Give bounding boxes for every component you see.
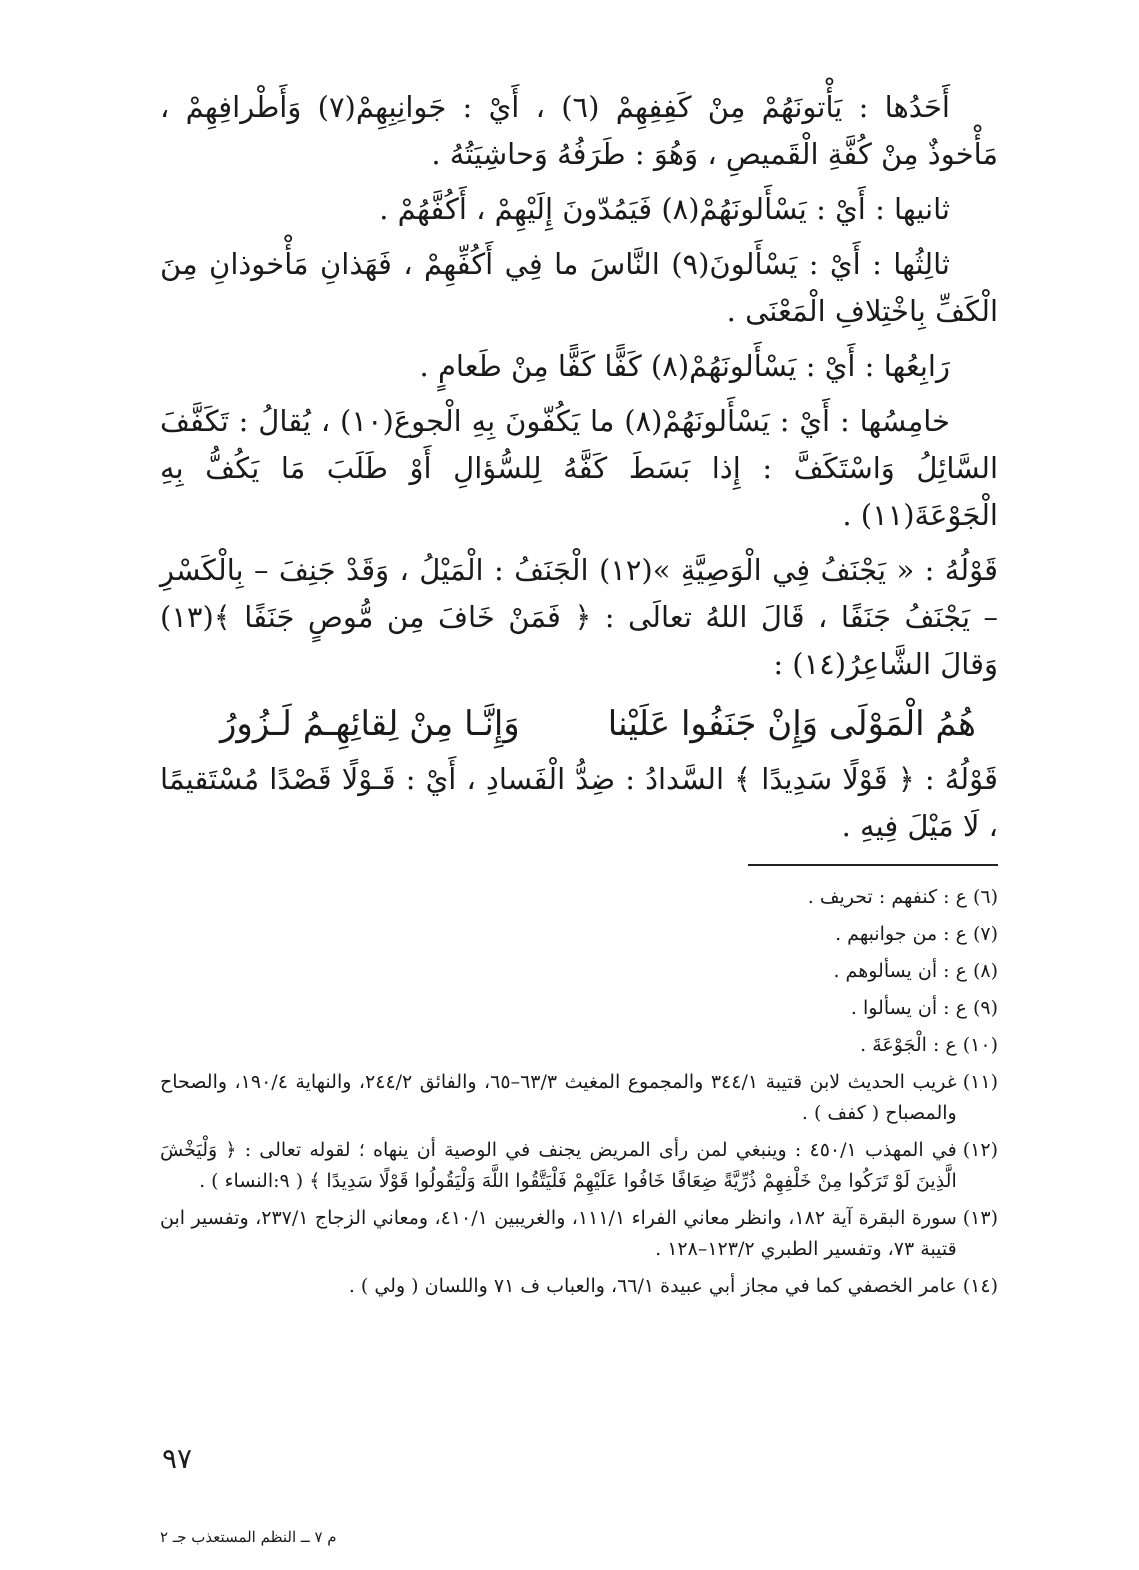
footnote-number: (٩) [972,997,998,1019]
poetry-verse [160,698,998,750]
footnote-6 [160,882,998,913]
footnote-divider [748,864,998,866]
footnote-text: سورة البقرة آية ١٨٢، وانظر معاني الفراء ١١١/١، والغريبين ٤١٠/١، ومعاني الزجاج ٢٣٧/١، وتفسير ابن قتيبة ٧٣، وتفسير الطبري ١٢٣/٢–١٢٨ . [160,1207,957,1260]
paragraph-fifth: خامِسُها : أَيْ : يَسْأَلونَهُمْ(٨) ما يَكُفّونَ بِهِ الْجوعَ(١٠) ، يُقالُ : تَكَفَّفَ السَّائِلُ وَاسْتَكَفَّ : إِذا بَسَطَ كَفَّهُ لِلسُّؤالِ أَوْ طَلَبَ مَا يَكُفُّ بِهِ الْجَوْعَةَ(١١) . [160,404,998,532]
paragraph-fourth: رَابِعُها : أَيْ : يَسْأَلونَهُمْ(٨) كَفًّا كَفًّا مِنْ طَعامٍ . [419,349,950,383]
running-footer: م ٧ ــ النظم المستعذب جـ ٢ [160,1528,337,1546]
verse-second-hemistich: وَإِنَّـا مِنْ لِقائِهِـمُ لَـزُورُ [220,704,520,744]
page-body [160,84,998,1308]
footnote-number: (١٤) [962,1275,998,1297]
footnote-text: غريب الحديث لابن قتيبة ٣٤٤/١ والمجموع المغيث ٦٣/٣–٦٥، والفائق ٢٤٤/٢، والنهاية ١٩٠/٤، والصحاح والمصباح ( كفف ) . [160,1071,957,1124]
footnote-7 [160,919,998,950]
page-number: ٩٧ [162,1442,193,1475]
paragraph-second: ثانيها : أَيْ : يَسْأَلونَهُمْ(٨) فَيَمُدّونَ إِلَيْهِمْ ، أَكُفَّهُمْ . [379,192,950,226]
paragraph-janaf: قَوْلُهُ : « يَجْنَفُ فِي الْوَصِيَّةِ »(١٢) الْجَنَفُ : الْمَيْلُ ، وَقَدْ جَنِفَ – بِالْكَسْرِ – يَجْنَفُ جَنَفًا ، قَالَ اللهُ تعالَى : ﴿ فَمَنْ خَافَ مِن مُّوصٍ جَنَفًا ﴾(١٣) وَقالَ الشَّاعِرُ(١٤) : [160,553,998,681]
footnote-number: (٨) [972,960,998,982]
footnote-number: (١٠) [962,1034,998,1056]
paragraph-closing: قَوْلُهُ : ﴿ قَوْلًا سَدِيدًا ﴾ السَّدادُ : ضِدُّ الْفَسادِ ، أَيْ : قَـوْلًا قَصْدًا مُسْتَقيمًا ، لَا مَيْلَ فِيهِ . [160,762,998,843]
paragraph-first: أَحَدُها : يَأْتونَهُمْ مِنْ كَفِفِهِمْ (٦) ، أَيْ : جَوانِبِهِمْ(٧) وَأَطْرافِهِمْ ، مَأْخوذٌ مِنْ كُفَّةِ الْقَميصِ ، وَهُوَ : طَرَفُهُ وَحاشِيَتُهُ . [160,90,998,171]
paragraph-third: ثالِثُها : أَيْ : يَسْأَلونَ(٩) النَّاسَ ما فِي أَكُفِّهِمْ ، فَهَذانِ مَأْخوذانِ مِنَ الْكَفِّ بِاخْتِلافِ الْمَعْنَى . [160,247,998,328]
footnote-text: ع : كنفهم : تحريف . [807,886,967,908]
footnote-text: ع : أن يسألوا . [850,997,967,1019]
footnote-text: عامر الخصفي كما في مجاز أبي عبيدة ٦٦/١، والعباب ف ٧١ واللسان ( ولي ) . [348,1275,957,1297]
footnote-12 [160,1135,998,1197]
footnote-10 [160,1030,998,1061]
verse-first-hemistich: هُمُ الْمَوْلَى وَإِنْ جَنَفُوا عَلَيْنا [607,704,976,744]
footnote-14 [160,1271,998,1302]
footnote-9 [160,993,998,1024]
footnote-text: ع : الْجَوْعَةَ . [860,1034,957,1056]
footnote-number: (٦) [972,886,998,908]
footnote-text: ع : من جوانبهم . [835,923,967,945]
footnote-13 [160,1203,998,1265]
footnote-number: (١٣) [962,1207,998,1229]
footnote-text: في المهذب ٤٥٠/١ : وينبغي لمن رأى المريض يجنف في الوصية أن ينهاه ؛ لقوله تعالى : ﴿ وَلْيَخْشَ الَّذِينَ لَوْ تَرَكُوا مِنْ خَلْفِهِمْ ذُرِّيَّةً ضِعَافًا خَافُوا عَلَيْهِمْ فَلْيَتَّقُوا اللَّهَ وَلْيَقُولُوا قَوْلًا سَدِيدًا ﴾ ( ٩:النساء ) . [160,1139,957,1192]
footnote-number: (١٢) [962,1139,998,1161]
footnotes [160,882,998,1302]
footnote-number: (١١) [962,1071,998,1093]
footnote-11 [160,1067,998,1129]
footnote-text: ع : أن يسألوهم . [833,960,967,982]
footnote-number: (٧) [972,923,998,945]
footnote-8 [160,956,998,987]
